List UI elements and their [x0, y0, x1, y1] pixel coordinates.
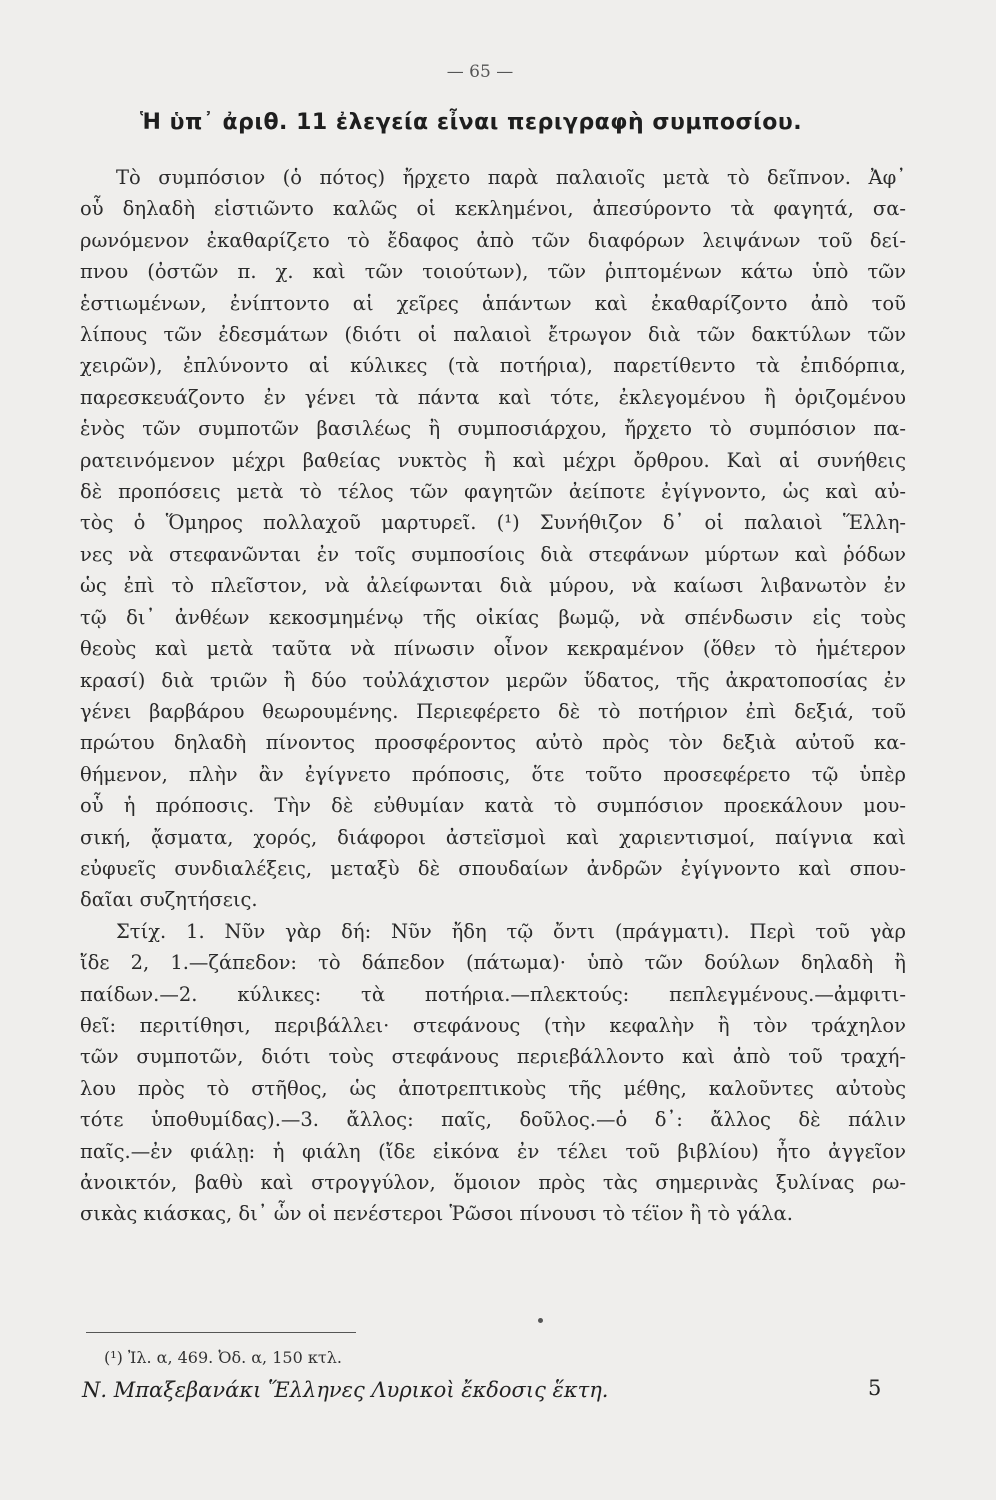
text-line: χειρῶν), ἐπλύνοντο αἱ κύλικες (τὰ ποτήρια), παρετίθεντο τὰ ἐπιδόρπια,: [80, 354, 906, 378]
text-line: τῶν συμποτῶν, διότι τοὺς στεφάνους περιεβάλλοντο καὶ ἀπὸ τοῦ τραχή-: [80, 1045, 906, 1069]
text-line: πνου (ὀστῶν π. χ. καὶ τῶν τοιούτων), τῶν ῥιπτομένων κάτω ὑπὸ τῶν: [80, 260, 906, 284]
text-line: δαῖαι συζητήσεις.: [80, 888, 258, 912]
text-line: Στίχ. 1. Νῦν γὰρ δή: Νῦν ἤδη τῷ ὄντι (πράγματι). Περὶ τοῦ γὰρ: [116, 919, 906, 943]
text-line: οὗ δηλαδὴ εἱστιῶντο καλῶς οἱ κεκλημένοι, ἀπεσύροντο τὰ φαγητά, σα-: [80, 197, 906, 221]
text-line: τότε ὑποθυμίδας).—3. ἄλλος: παῖς, δοῦλος.—ὁ δ᾽: ἄλλος δὲ πάλιν: [80, 1108, 906, 1132]
text-line: ἀνοικτόν, βαθὺ καὶ στρογγύλον, ὅμοιον πρὸς τὰς σημερινὰς ξυλίνας ρω-: [80, 1171, 906, 1194]
text-line: ἑστιωμένων, ἐνίπτοντο αἱ χεῖρες ἁπάντων καὶ ἐκαθαρίζοντο ἀπὸ τοῦ: [80, 291, 906, 315]
text-line: δὲ προπόσεις μετὰ τὸ τέλος τῶν φαγητῶν ἀείποτε ἐγίγνοντο, ὡς καὶ αὐ-: [80, 480, 906, 504]
text-line: γένει βαρβάρου θεωρουμένης. Περιεφέρετο δὲ τὸ ποτήριον ἐπὶ δεξιά, τοῦ: [80, 699, 906, 723]
text-line: σική, ᾄσματα, χορός, διάφοροι ἀστεϊσμοὶ καὶ χαριεντισμοί, παίγνια καὶ: [80, 825, 906, 849]
footnote: (¹) Ἰλ. α, 469. Ὀδ. α, 150 κτλ.: [104, 1348, 342, 1367]
text-line: Τὸ συμπόσιον (ὁ πότος) ἤρχετο παρὰ παλαιοῖς μετὰ τὸ δεῖπνον. Ἀφ᾽: [116, 166, 906, 189]
sheet-number: 5: [868, 1376, 882, 1400]
text-line: θεοὺς καὶ μετὰ ταῦτα νὰ πίνωσιν οἶνον κεκραμένον (ὅθεν τὸ ἡμέτερον: [80, 637, 906, 661]
text-line: παρεσκευάζοντο ἐν γένει τὰ πάντα καὶ τότε, ἐκλεγομένου ἢ ὁριζομένου: [80, 385, 906, 409]
footnote-rule: [86, 1332, 356, 1333]
printer-signature: Ν. Μπαξεβανάκι Ἕλληνες Λυρικοὶ ἔκδοσις ἕκτη.: [82, 1378, 609, 1402]
text-line: παῖς.—ἐν φιάλῃ: ἡ φιάλη (ἴδε εἰκόνα ἐν τέλει τοῦ βιβλίου) ἦτο ἀγγεῖον: [80, 1139, 906, 1163]
text-line: τὸς ὁ Ὅμηρος πολλαχοῦ μαρτυρεῖ. (¹) Συνήθιζον δ᾽ οἱ παλαιοὶ Ἕλλη-: [80, 511, 906, 535]
body-text: [80, 162, 906, 1230]
text-line: θήμενον, πλὴν ἂν ἐγίγνετο πρόποσις, ὅτε τοῦτο προσεφέρετο τῷ ὑπὲρ: [80, 762, 906, 786]
text-line: πρώτου δηλαδὴ πίνοντος προσφέροντος αὐτὸ πρὸς τὸν δεξιὰ αὐτοῦ κα-: [80, 731, 906, 755]
text-line: ρωνόμενον ἐκαθαρίζετο τὸ ἔδαφος ἀπὸ τῶν διαφόρων λειψάνων τοῦ δεί-: [80, 228, 906, 252]
text-line: οὗ ἡ πρόποσις. Τὴν δὲ εὐθυμίαν κατὰ τὸ συμπόσιον προεκάλουν μου-: [80, 794, 906, 818]
text-line: θεῖ: περιτίθησι, περιβάλλει· στεφάνους (τὴν κεφαλὴν ἢ τὸν τράχηλον: [80, 1013, 906, 1037]
text-line: ἴδε 2, 1.—ζάπεδον: τὸ δάπεδον (πάτωμα)· ὑπὸ τῶν δούλων δηλαδὴ ἢ: [80, 951, 906, 975]
text-line: σικὰς κιάσκας, δι᾽ ὧν οἱ πενέστεροι Ῥῶσοι πίνουσι τὸ τέϊον ἢ τὸ γάλα.: [80, 1202, 793, 1226]
text-line: ρατεινόμενον μέχρι βαθείας νυκτὸς ἢ καὶ μέχρι ὄρθρου. Καὶ αἱ συνήθεις: [80, 448, 906, 472]
text-line: νες νὰ στεφανῶνται ἐν τοῖς συμποσίοις διὰ στεφάνων μύρτων καὶ ῥόδων: [80, 542, 906, 566]
text-line: τῷ δι᾽ ἀνθέων κεκοσμημένῳ τῆς οἰκίας βωμῷ, νὰ σπένδωσιν εἰς τοὺς: [80, 605, 906, 629]
text-line: λου πρὸς τὸ στῆθος, ὡς ἀποτρεπτικοὺς τῆς μέθης, καλοῦντες αὐτοὺς: [80, 1076, 906, 1100]
text-line: παίδων.—2. κύλικες: τὰ ποτήρια.—πλεκτούς: πεπλεγμένους.—ἀμφιτι-: [80, 982, 906, 1006]
text-line: ἑνὸς τῶν συμποτῶν βασιλέως ἢ συμποσιάρχου, ἤρχετο τὸ συμπόσιον πα-: [80, 417, 906, 441]
section-heading: Ἡ ὑπ᾽ ἀριθ. 11 ἐλεγεία εἶναι περιγραφὴ συμποσίου.: [140, 110, 803, 135]
text-line: ὡς ἐπὶ τὸ πλεῖστον, νὰ ἀλείφωνται διὰ μύρου, νὰ καίωσι λιβανωτὸν ἐν: [80, 574, 906, 598]
text-line: εὐφυεῖς συνδιαλέξεις, μεταξὺ δὲ σπουδαίων ἀνδρῶν ἐγίγνοντο καὶ σπου-: [80, 856, 906, 880]
text-line: λίπους τῶν ἐδεσμάτων (διότι οἱ παλαιοὶ ἔτρωγον διὰ τῶν δακτύλων τῶν: [80, 323, 906, 347]
ink-dot: [538, 1318, 543, 1323]
text-line: κρασί) διὰ τριῶν ἢ δύο τοὐλάχιστον μερῶν ὕδατος, τῆς ἀκρατοποσίας ἐν: [80, 668, 906, 692]
page-number: — 65 —: [446, 62, 514, 82]
